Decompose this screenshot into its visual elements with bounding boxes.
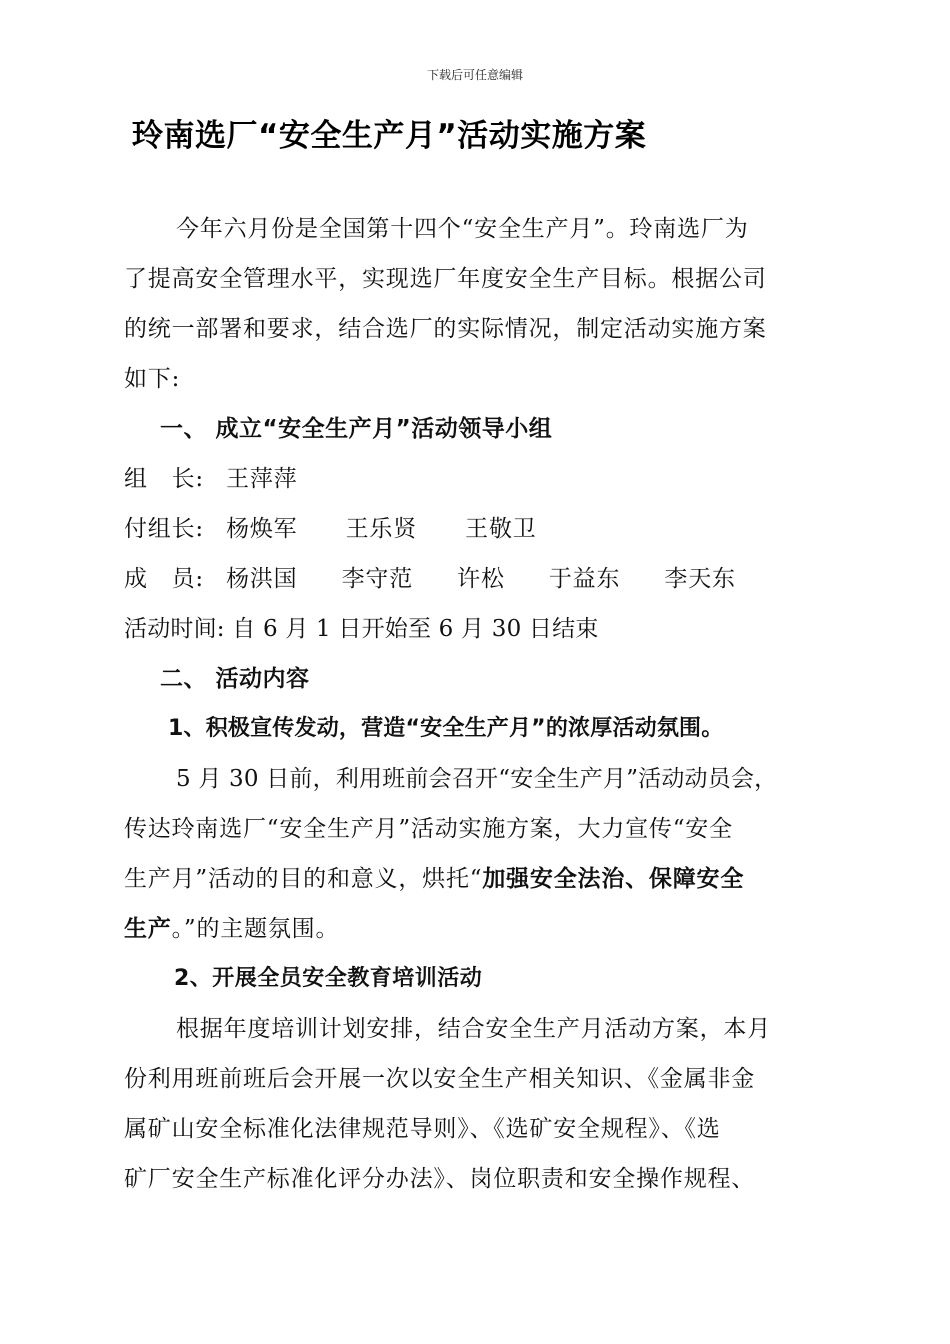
intro-line-2: 了提高安全管理水平，实现选厂年度安全生产目标。根据公司 <box>124 266 767 292</box>
deputy-name: 王敬卫 <box>465 516 537 542</box>
theme-emphasis: 加强安全法治、保障安全 <box>482 866 745 892</box>
member-name: 杨洪国 <box>226 566 298 592</box>
member-row <box>124 564 736 594</box>
deputy-row <box>124 514 537 544</box>
section1-heading: 一、 成立“安全生产月”活动领导小组 <box>160 416 553 442</box>
item1-line-1: 5 月 30 日前，利用班前会召开“安全生产月”活动动员会， <box>176 766 778 792</box>
item2-line-3: 属矿山安全标准化法律规范导则》、《选矿安全规程》、《选 <box>124 1116 721 1142</box>
item2-line-4: 矿厂安全生产标准化评分办法》、岗位职责和安全操作规程、 <box>124 1166 756 1192</box>
intro-line-4: 如下: <box>124 366 181 392</box>
member-name: 许松 <box>457 566 505 592</box>
intro-line-3: 的统一部署和要求，结合选厂的实际情况，制定活动实施方案 <box>124 316 767 342</box>
item1-heading: 1、积极宣传发动，营造“安全生产月”的浓厚活动氛围。 <box>168 716 724 741</box>
member-name: 李天东 <box>664 566 736 592</box>
page-header: 下载后可任意编辑 <box>426 68 523 82</box>
item1-line-4 <box>124 914 339 944</box>
member-name: 于益东 <box>548 566 621 592</box>
item1-line-3 <box>124 864 744 894</box>
item1-line-3-text: 生产月”活动的目的和意义，烘托“ <box>124 866 483 892</box>
item2-line-2: 份利用班前班后会开展一次以安全生产相关知识、《金属非金 <box>124 1066 756 1092</box>
leader-row <box>124 464 297 494</box>
item1-line-2: 传达玲南选厂“安全生产月”活动实施方案，大力宣传“安全 <box>124 816 733 842</box>
member-label: 成 员: <box>124 566 204 592</box>
deputy-name: 杨焕军 <box>226 516 298 542</box>
item2-line-1: 根据年度培训计划安排，结合安全生产月活动方案，本月 <box>176 1016 771 1042</box>
section2-heading: 二、 活动内容 <box>160 666 310 692</box>
item2-heading: 2、开展全员安全教育培训活动 <box>174 966 483 991</box>
deputy-name: 王乐贤 <box>345 516 418 542</box>
activity-time: 活动时间: 自 6 月 1 日开始至 6 月 30 日结束 <box>124 616 599 642</box>
deputy-label: 付组长: <box>124 516 204 542</box>
leader-label: 组 长: <box>124 466 204 492</box>
member-name: 李守范 <box>341 566 414 592</box>
theme-emphasis-end: 生产 <box>124 916 172 942</box>
item1-line-4-text: 。”的主题氛围。 <box>171 916 340 942</box>
document-title: 玲南选厂“安全生产月”活动实施方案 <box>132 118 647 154</box>
intro-line-1: 今年六月份是全国第十四个“安全生产月”。玲南选厂为 <box>176 216 749 242</box>
leader-name: 王萍萍 <box>226 466 298 492</box>
